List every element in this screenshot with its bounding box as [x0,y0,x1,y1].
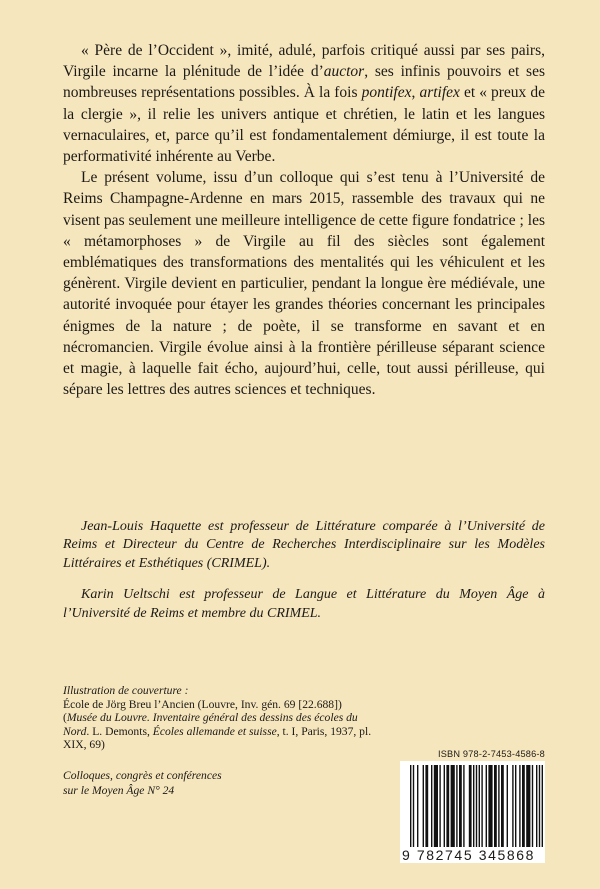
ean-digits: 9 782745 345868 [400,847,545,863]
series-title: Colloques, congrès et conférences [63,769,222,782]
author-note-haquette: Jean-Louis Haquette est professeur de Littérature comparée à l’Université de Reims et Directeur du Centre de Recherches Interdisciplinaire sur les Modèles Littéraires et Esthétiques (CRIMEL). [63,519,545,571]
barcode-icon [400,761,545,849]
barcode-block [400,749,545,869]
blurb-paragraph-1: « Père de l’Occident », imité, adulé, parfois critiqué aussi par ses pairs, Virgile incarne la plénitude de l’idée d’auctor, ses infinis pouvoirs et ses nombreuses représentations possibles. À la fois pontifex, artifex et « preux de la clergie », il relie les univers antique et chrétien, le latin et les langues vernaculaires, et, parce qu’il est fondamentalement démiurge, il est toute la performativité inhérente au Verbe. [63,42,545,166]
credits-label: Illustration de couverture : [63,684,189,697]
isbn-label: ISBN 978-2-7453-4586-8 [437,749,545,759]
author-note-ueltschi: Karin Ueltschi est professeur de Langue et Littérature du Moyen Âge à l’Université de Reims et membre du CRIMEL. [63,587,545,621]
series-number: sur le Moyen Âge N° 24 [63,784,175,797]
blurb-paragraph-2: Le présent volume, issu d’un colloque qui s’est tenu à l’Université de Reims Champagne-Ardenne en mars 2015, rassemble des travaux qui ne visent pas seulement une meilleure intelligence de cette figure fondatrice ; les « métamorphoses » de Virgile au fil des siècles sont également emblématiques des transformations des mentalités qui les véhiculent et les génèrent. Virgile devient en particulier, pendant la longue ère médiévale, une autorité invoquée pour étayer les grandes théories concernant les principales énigmes de la nature ; de poète, il se transforme en savant et en nécromancien. Virgile évolue ainsi à la frontière périlleuse séparant science et magie, à laquelle fait écho, aujourd’hui, celle, tout aussi périlleuse, qui sépare les lettres des autres sciences et techniques. [63,169,545,399]
series-info [63,768,313,798]
author-notes [63,518,545,636]
credits-line: École de Jörg Breu l’Ancien (Louvre, Inv. gén. 69 [22.688]) (Musée du Louvre. Inventaire général des dessins des écoles du Nord. L. Demonts, Écoles allemande et suisse, t. I, Paris, 1937, pl. XIX, 69) [63,697,372,752]
term-artifex: artifex [419,84,460,102]
term-pontifex: pontifex [361,84,412,102]
term-auctor: auctor [323,63,365,81]
blurb-text [63,40,545,400]
cover-illustration-credits [63,684,383,752]
